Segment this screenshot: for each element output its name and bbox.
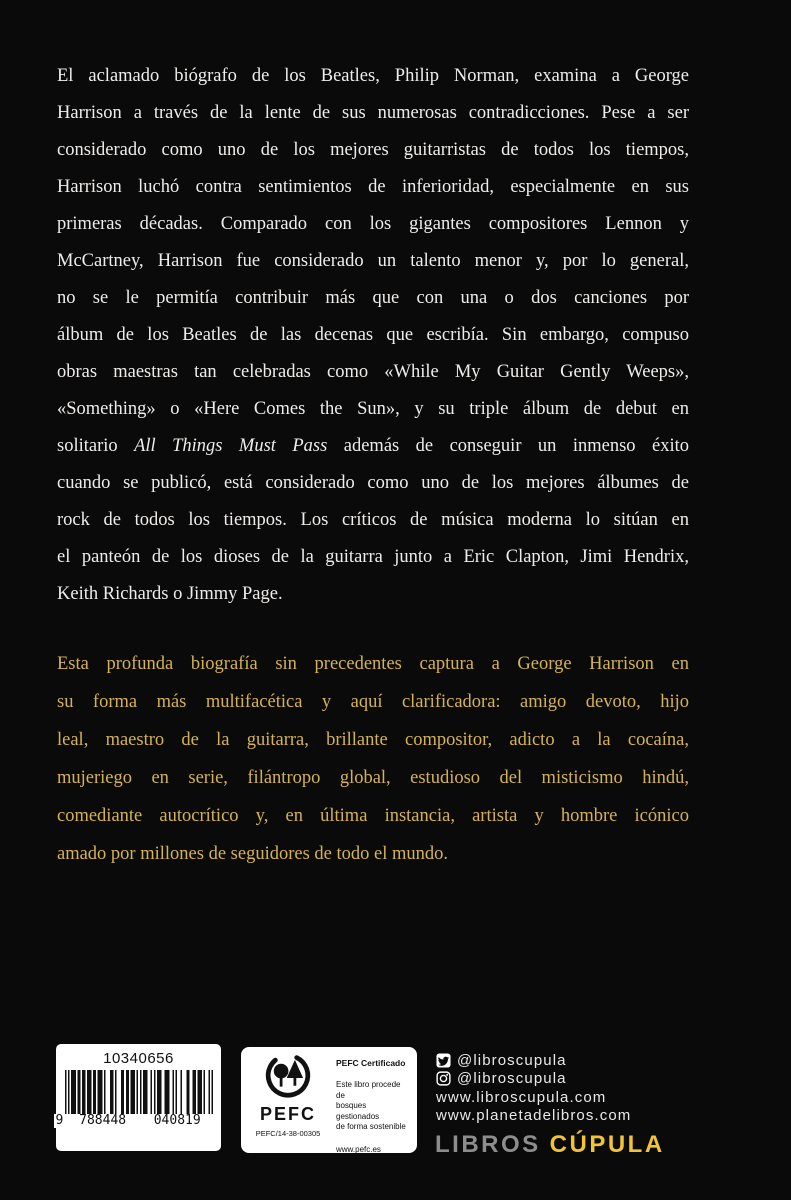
pefc-text-column <box>328 1053 410 1154</box>
highlight-paragraph <box>57 645 689 873</box>
synopsis-line: obras maestras tan celebradas como «While My Guitar Gently Weeps», <box>57 362 689 382</box>
website-row <box>436 1088 631 1107</box>
website-row <box>436 1107 631 1126</box>
publisher-logo-cupula: CÚPULA <box>549 1131 665 1158</box>
highlight-line: Esta profunda biografía sin precedentes captura a George Harrison en <box>57 654 689 674</box>
pefc-description-line: bosques gestionados <box>336 1101 380 1121</box>
barcode-label <box>56 1044 221 1151</box>
synopsis-line: Harrison a través de la lente de sus numerosas contradicciones. Pese a ser <box>57 103 689 123</box>
pefc-license-code: PEFC/14-38-00305 <box>255 1129 321 1138</box>
ean-group-2: 040819 <box>140 1114 215 1128</box>
pefc-logo-column <box>248 1053 328 1148</box>
synopsis-line: Harrison luchó contra sentimientos de inferioridad, especialmente en sus <box>57 177 689 197</box>
social-links <box>436 1051 631 1125</box>
twitter-handle: @libroscupula <box>457 1051 567 1069</box>
pefc-description-line: de forma sostenible <box>336 1122 406 1131</box>
highlight-line: amado por millones de seguidores de todo el mundo. <box>57 844 448 864</box>
pefc-description-line: Este libro procede de <box>336 1080 401 1100</box>
instagram-icon <box>436 1071 451 1086</box>
pefc-url: www.pefc.es <box>336 1144 381 1154</box>
synopsis-line: no se le permitía contribuir más que con una o dos canciones por <box>57 288 689 308</box>
synopsis-line: McCartney, Harrison fue considerado un talento menor y, por lo general, <box>57 251 689 271</box>
synopsis-line: solitario All Things Must Pass además de conseguir un inmenso éxito <box>57 436 689 456</box>
website-planetadelibros: www.planetadelibros.com <box>436 1107 632 1125</box>
barcode-top-number: 10340656 <box>103 1050 174 1067</box>
publisher-logo-libros: LIBROS <box>435 1131 541 1158</box>
website-libroscupula: www.libroscupula.com <box>436 1088 607 1106</box>
synopsis-line: álbum de los Beatles de las decenas que escribía. Sin embargo, compuso <box>57 325 689 345</box>
highlight-line: leal, maestro de la guitarra, brillante compositor, adicto a la cocaína, <box>57 730 689 750</box>
publisher-logo <box>435 1131 665 1159</box>
synopsis-line: rock de todos los tiempos. Los críticos de música moderna lo sitúan en <box>57 510 689 530</box>
highlight-line: mujeriego en serie, filántropo global, estudioso del misticismo hindú, <box>57 768 689 788</box>
synopsis-paragraph <box>57 58 689 613</box>
synopsis-line: primeras décadas. Comparado con los gigantes compositores Lennon y <box>57 214 689 234</box>
synopsis-line: el panteón de los dioses de la guitarra junto a Eric Clapton, Jimi Hendrix, <box>57 547 689 567</box>
ean-digit-lead: 9 <box>55 1113 64 1128</box>
highlight-line: su forma más multifacética y aquí clarificadora: amigo devoto, hijo <box>57 692 689 712</box>
ean-group-1: 788448 <box>65 1114 140 1128</box>
barcode-ean-number <box>55 1113 215 1128</box>
instagram-handle: @libroscupula <box>457 1070 567 1088</box>
synopsis-line: El aclamado biógrafo de los Beatles, Philip Norman, examina a George <box>57 66 689 86</box>
synopsis-line: considerado como uno de los mejores guitarristas de todos los tiempos, <box>57 140 689 160</box>
instagram-row <box>436 1070 631 1089</box>
pefc-title: PEFC Certificado <box>336 1058 406 1068</box>
pefc-logo-icon <box>262 1053 314 1103</box>
synopsis-line: «Something» o «Here Comes the Sun», y su triple álbum de debut en <box>57 399 689 419</box>
pefc-wordmark: PEFC <box>259 1104 316 1124</box>
pefc-description <box>336 1080 410 1133</box>
twitter-row <box>436 1051 631 1070</box>
synopsis-line: Keith Richards o Jimmy Page. <box>57 584 283 604</box>
pefc-certificate <box>241 1047 417 1153</box>
twitter-icon <box>436 1053 451 1068</box>
highlight-line: comediante autocrítico y, en última instancia, artista y hombre icónico <box>57 806 689 826</box>
synopsis-line: cuando se publicó, está considerado como uno de los mejores álbumes de <box>57 473 689 493</box>
